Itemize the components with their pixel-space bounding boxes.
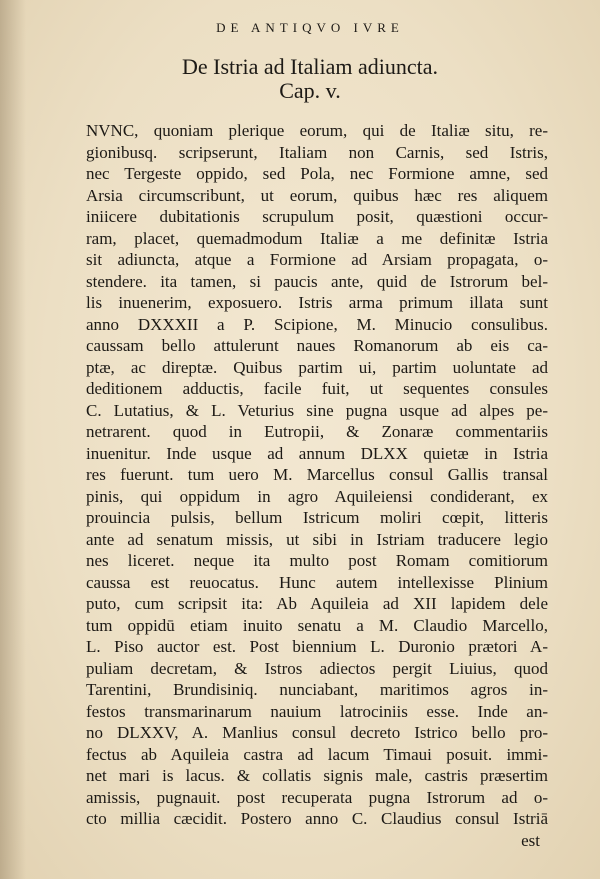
text-line: NVNC, quoniam plerique eorum, qui de Italiæ situ, re- — [86, 121, 548, 140]
text-line: nec Tergeste oppido, sed Pola, nec Formione amne, sed — [86, 164, 548, 183]
text-line: puto, cum scripsit ita: Ab Aquileia ad XII lapidem dele — [86, 594, 548, 613]
gutter-shadow — [0, 0, 26, 879]
text-line: ptæ, ac direptæ. Quibus partim ui, partim uoluntate ad — [86, 357, 548, 377]
text-line: iniicere dubitationis scrupulum posit, quæstioni occur- — [86, 207, 548, 226]
text-line: anno DXXXII a P. Scipione, M. Minucio consulibus. — [86, 314, 548, 334]
text-line: res fuerunt. tum uero M. Marcellus consul Gallis transal — [86, 465, 548, 484]
text-line: sit adiuncta, atque a Formione ad Arsiam propagata, o- — [86, 250, 548, 269]
text-line: C. Lutatius, & L. Veturius sine pugna usque ad alpes pe- — [86, 400, 548, 420]
text-line: deditionem adductis, facile fuit, ut sequentes consules — [86, 379, 548, 398]
text-line: netrarent. quod in Eutropii, & Zonaræ commentariis — [86, 422, 548, 441]
text-line: gionibusq. scripserunt, Italiam non Carnis, sed Istris, — [86, 142, 548, 162]
text-line: net mari is lacus. & collatis signis male, castris præsertim — [86, 766, 548, 785]
text-line: caussam bello attulerunt naues Romanorum ab eis ca- — [86, 336, 548, 355]
text-line: est — [521, 830, 540, 850]
text-line: stendere. ita tamen, si paucis ante, quid de Istrorum bel- — [86, 271, 548, 291]
text-line: Tarentini, Brundisiniq. nunciabant, maritimos agros in- — [86, 680, 548, 699]
text-line: puliam decretam, & Istros adiectos pergit Liuius, quod — [86, 658, 548, 678]
text-line: ante ad senatum missis, ut sibi in Istriam traducere legio — [86, 529, 548, 549]
text-line: cto millia cæcidit. Postero anno C. Claudius consul Istriā — [86, 809, 548, 828]
text-line: inuenitur. Inde usque ad annum DLXX quietæ in Istria — [86, 443, 548, 463]
chapter-number: Cap. v. — [279, 78, 341, 103]
text-line: no DLXXV, A. Manlius consul decreto Istrico bello pro- — [86, 723, 548, 742]
text-line: caussa est reuocatus. Hunc autem intellexisse Plinium — [86, 572, 548, 592]
text-line: pinis, qui oppidum in agro Aquileiensi condiderant, ex — [86, 486, 548, 506]
running-head: DE ANTIQVO IVRE — [216, 20, 404, 35]
chapter-title: De Istria ad Italiam adiuncta. — [182, 54, 438, 79]
text-line: festos transmarinarum nauium latrociniis esse. Inde an- — [86, 701, 548, 721]
text-line: tum oppidū etiam inuito senatu a M. Claudio Marcello, — [86, 615, 548, 635]
text-line: ram, placet, quemadmodum Italiæ a me definitæ Istria — [86, 228, 548, 248]
text-line: prouincia pulsis, bellum Istricum moliri cœpit, litteris — [86, 508, 548, 527]
text-line: lis inuenerim, exposuero. Istris arma primum illata sunt — [86, 293, 548, 312]
text-line: amissis, pugnauit. post recuperata pugna Istrorum ad o- — [86, 787, 548, 807]
text-line: nes liceret. neque ita multo post Romam comitiorum — [86, 551, 548, 570]
text-line: fectus ab Aquileia castra ad lacum Timaui posuit. immi- — [86, 744, 548, 764]
text-line: Arsia circumscribunt, ut eorum, quibus hæc res aliquem — [86, 185, 548, 205]
body-text — [86, 120, 548, 851]
text-line: L. Piso auctor est. Post biennium L. Duronio prætori A- — [86, 637, 548, 656]
